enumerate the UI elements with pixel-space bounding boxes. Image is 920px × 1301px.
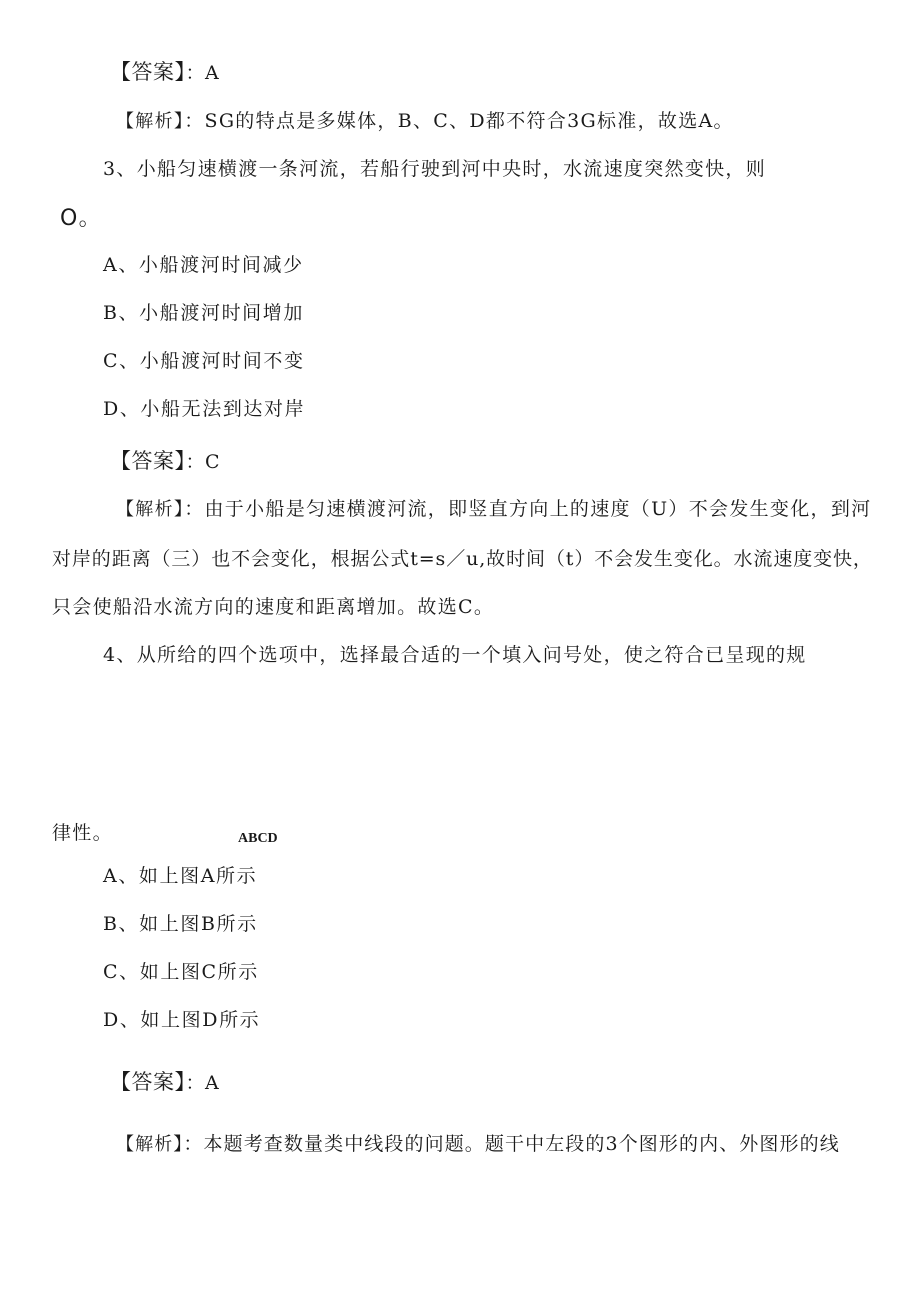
q3-answer-value: ：C (185, 451, 221, 473)
q4-stem-line1: 4、从所给的四个选项中，选择最合适的一个填入问号处，使之符合已呈现的规 (103, 644, 807, 666)
q3-option-d: D、小船无法到达对岸 (103, 398, 306, 420)
q3-option-b: B、小船渡河时间增加 (103, 302, 304, 324)
q2-answer-value: ：A (185, 62, 220, 84)
q4-option-a: A、如上图A所示 (103, 865, 258, 887)
q3-explanation-label: 【解析】 (116, 499, 185, 520)
q3-explanation-line1 (116, 496, 871, 523)
q3-explanation-line3: 只会使船沿水流方向的速度和距离增加。故选C。 (52, 596, 495, 618)
q4-option-c: C、如上图C所示 (103, 961, 259, 983)
q3-stem-line1: 3、小船匀速横渡一条河流，若船行驶到河中央时，水流速度突然变快，则 (103, 158, 766, 180)
q2-answer-label: 【答案】 (110, 60, 186, 84)
q3-option-a: A、小船渡河时间减少 (103, 254, 304, 276)
q4-answer-value: ：A (185, 1072, 220, 1094)
q3-option-c: C、小船渡河时间不变 (103, 350, 305, 372)
q3-stem-line2: O。 (60, 206, 102, 231)
q3-answer (110, 448, 220, 475)
q2-explanation-label: 【解析】 (116, 111, 185, 132)
q4-option-d: D、如上图D所示 (103, 1009, 261, 1031)
q4-explanation-line1 (116, 1131, 840, 1158)
q3-explanation-line2: 对岸的距离（三）也不会变化，根据公式t=s／u,故时间（t）不会发生变化。水流速度变快， (52, 548, 873, 570)
q3-answer-label: 【答案】 (110, 449, 186, 473)
q4-explanation-label: 【解析】 (116, 1134, 184, 1155)
q4-answer-label: 【答案】 (110, 1070, 186, 1094)
q4-explanation-text1: ：本题考查数量类中线段的问题。题干中左段的3个图形的内、外图形的线 (183, 1133, 840, 1155)
q4-answer (110, 1069, 219, 1096)
q3-explanation-text1: ：由于小船是匀速横渡河流，即竖直方向上的速度（U）不会发生变化，到河 (184, 498, 872, 520)
q2-answer (110, 59, 219, 86)
q4-stem-line2: 律性。 (52, 822, 113, 844)
q4-figure-labels: ABCD (238, 831, 278, 846)
q2-explanation (116, 108, 734, 135)
q2-explanation-text: ：SG的特点是多媒体，B、C、D都不符合3G标准，故选A。 (184, 110, 734, 132)
q4-option-b: B、如上图B所示 (103, 913, 258, 935)
